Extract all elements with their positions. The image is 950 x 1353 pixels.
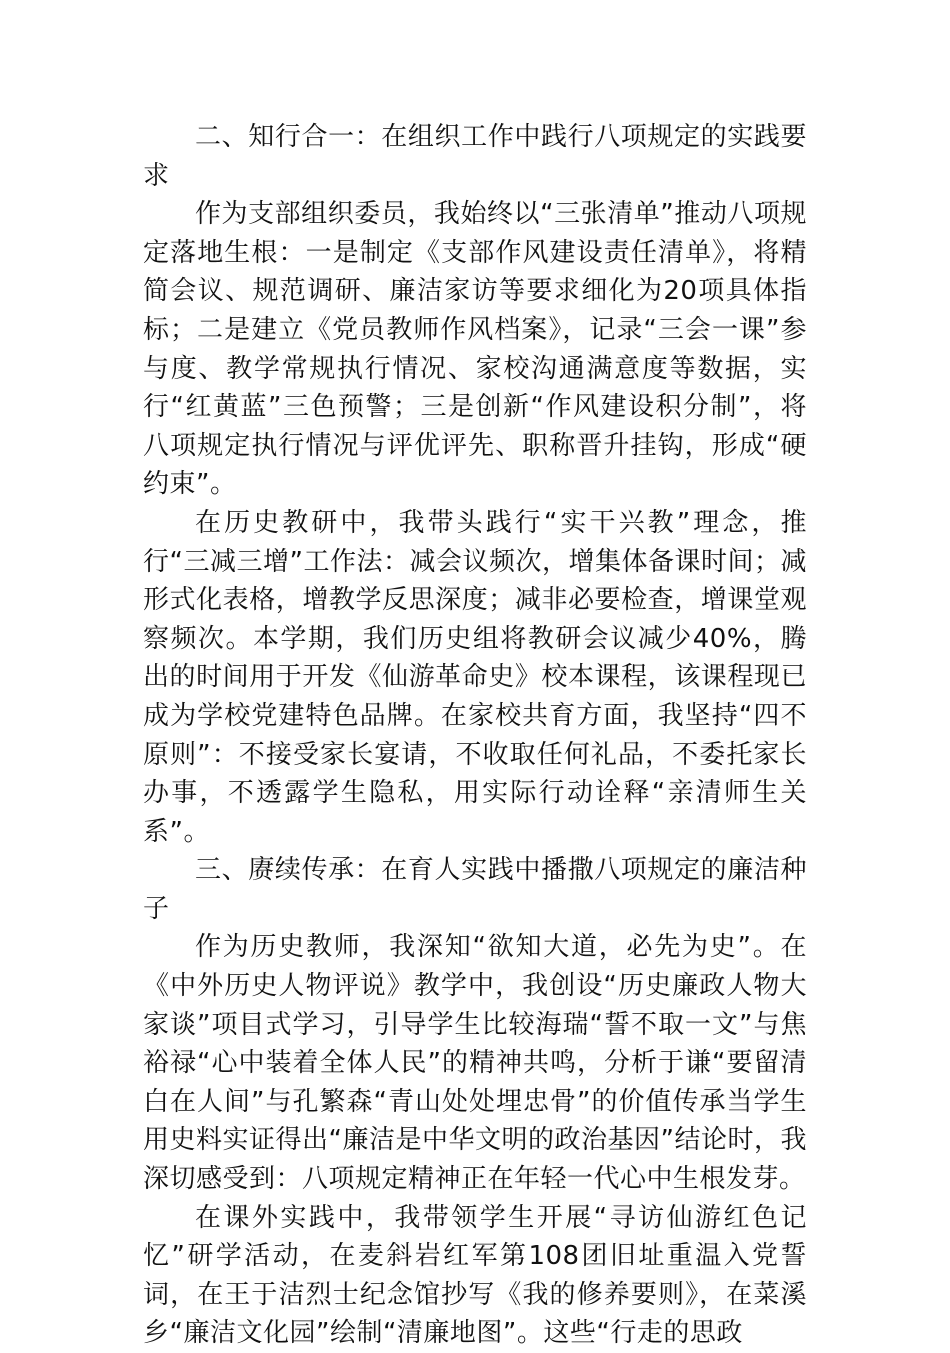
section-heading-three: 三、赓续传承：在育人实践中播撒八项规定的廉洁种子 bbox=[143, 855, 807, 924]
section-heading-two: 二、知行合一：在组织工作中践行八项规定的实践要求 bbox=[143, 122, 807, 191]
document-body bbox=[143, 118, 807, 1353]
paragraph-history-teaching: 作为历史教师，我深知“欲知大道，必先为史”。在《中外历史人物评说》教学中，我创设“历史廉政人物大家谈”项目式学习，引导学生比较海瑞“誓不取一文”与焦裕禄“心中装着全体人民”的精神共鸣，分析于谦“要留清白在人间”与孔繁森“青山处处埋忠骨”的价值传承当学生用史料实证得出“廉洁是中华文明的政治基因”结论时，我深切感受到：八项规定精神正在年轻一代心中生根发芽。 bbox=[143, 932, 807, 1195]
paragraph-teaching-research: 在历史教研中，我带头践行“实干兴教”理念，推行“三减三增”工作法：减会议频次，增集体备课时间；减形式化表格，增教学反思深度；减非必要检查，增课堂观察频次。本学期，我们历史组将教研会议减少40%，腾出的时间用于开发《仙游革命史》校本课程，该课程现已成为学校党建特色品牌。在家校共育方面，我坚持“四不原则”：不接受家长宴请，不收取任何礼品，不委托家长办事，不透露学生隐私，用实际行动诠释“亲清师生关系”。 bbox=[143, 507, 807, 847]
paragraph-field-practice: 在课外实践中，我带领学生开展“寻访仙游红色记忆”研学活动，在麦斜岩红军第108团旧址重温入党誓词，在王于洁烈士纪念馆抄写《我的修养要则》，在菜溪乡“廉洁文化园”绘制“清廉地图”。这些“行走的思政 bbox=[143, 1202, 807, 1349]
paragraph-responsibility-lists: 作为支部组织委员，我始终以“三张清单”推动八项规定落地生根：一是制定《支部作风建设责任清单》，将精简会议、规范调研、廉洁家访等要求细化为20项具体指标；二是建立《党员教师作风档案》，记录“三会一课”参与度、教学常规执行情况、家校沟通满意度等数据，实行“红黄蓝”三色预警；三是创新“作风建设积分制”，将八项规定执行情况与评优评先、职称晋升挂钩，形成“硬约束”。 bbox=[143, 199, 807, 500]
